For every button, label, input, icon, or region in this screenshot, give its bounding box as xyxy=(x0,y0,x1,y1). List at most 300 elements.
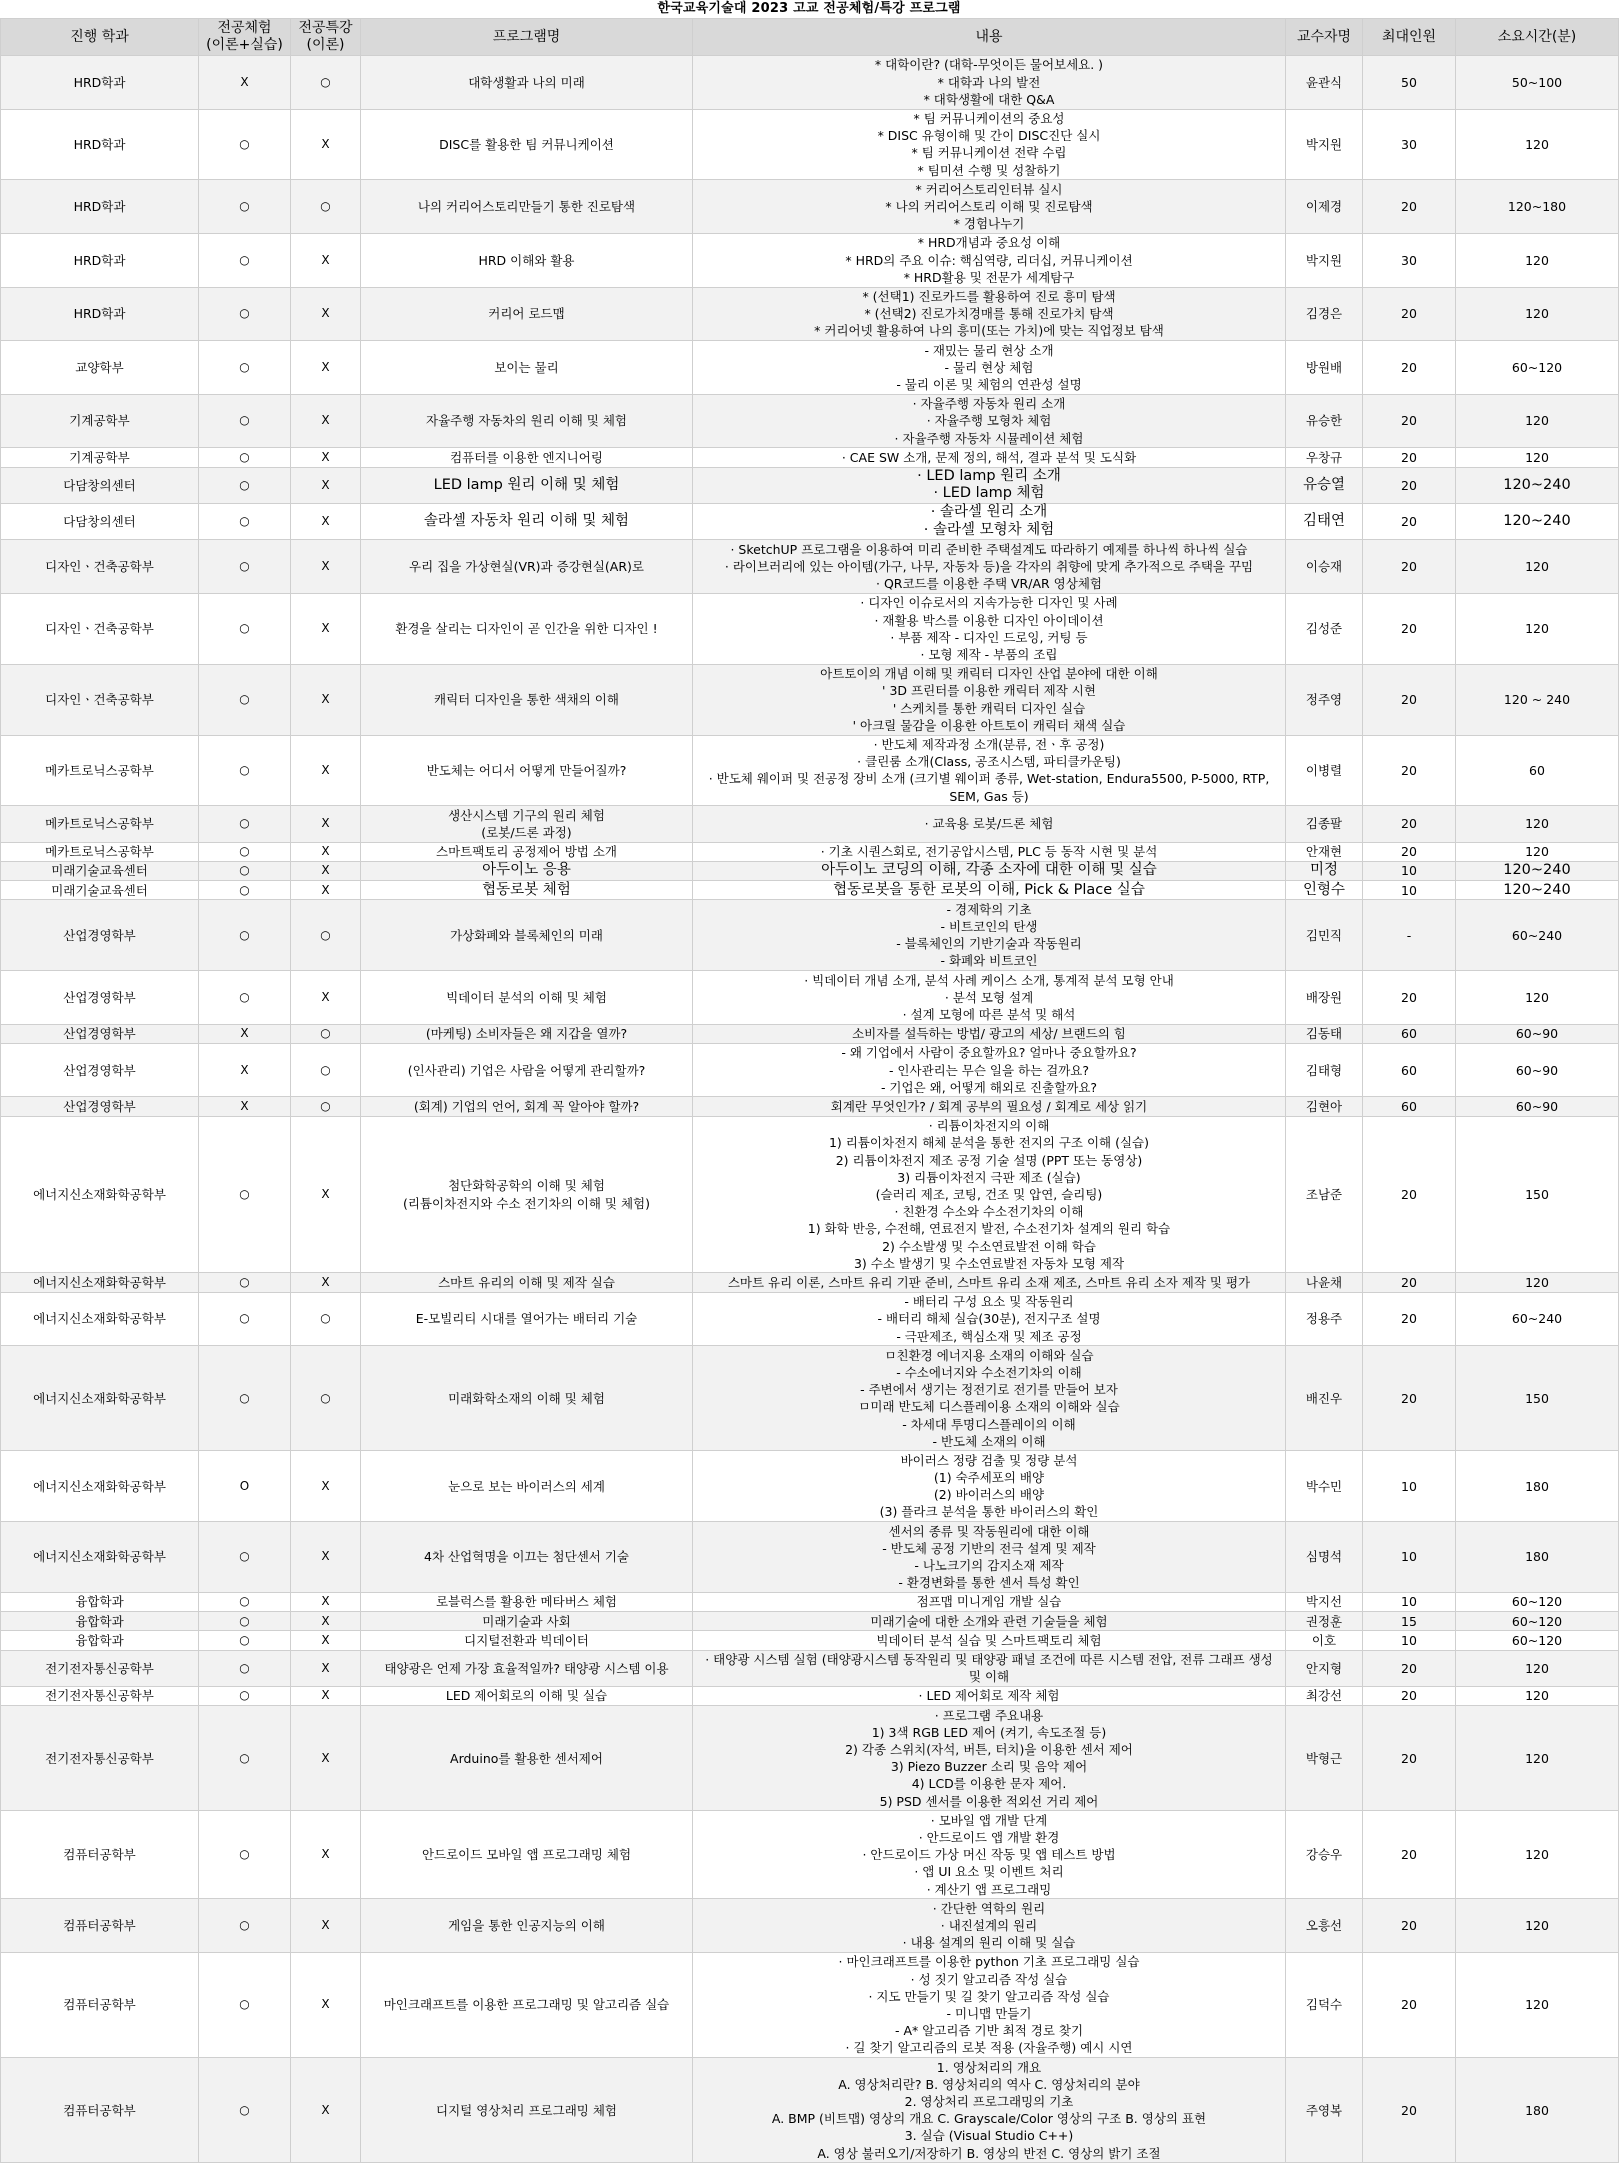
lecture-mark: X xyxy=(291,806,361,842)
experience-mark: ○ xyxy=(199,448,291,467)
program-name-cell: 디지털 영상처리 프로그래밍 체험 xyxy=(361,2058,693,2163)
table-row xyxy=(1,503,1619,539)
col-header-experience: 전공체험 (이론+실습) xyxy=(199,19,291,56)
max-people-cell: 20 xyxy=(1363,540,1456,594)
experience-mark: ○ xyxy=(199,971,291,1025)
col-header-department: 진행 학과 xyxy=(1,19,199,56)
experience-mark: ○ xyxy=(199,861,291,880)
lecture-mark: ○ xyxy=(291,900,361,971)
lecture-mark: X xyxy=(291,1631,361,1650)
experience-mark: ○ xyxy=(199,881,291,900)
duration-cell: 60~120 xyxy=(1456,1612,1619,1631)
program-name-cell: 디지털전환과 빅데이터 xyxy=(361,1631,693,1650)
lecture-mark: X xyxy=(291,1592,361,1611)
professor-cell: 김민직 xyxy=(1286,900,1363,971)
duration-cell: 60~120 xyxy=(1456,1631,1619,1650)
professor-cell: 권정훈 xyxy=(1286,1612,1363,1631)
lecture-mark: ○ xyxy=(291,1024,361,1043)
table-row xyxy=(1,341,1619,395)
duration-cell: 120 xyxy=(1456,1899,1619,1953)
duration-cell: 60~120 xyxy=(1456,1592,1619,1611)
lecture-mark: X xyxy=(291,1706,361,1811)
department-cell: 산업경영학부 xyxy=(1,1043,199,1097)
max-people-cell: 50 xyxy=(1363,56,1456,110)
table-row xyxy=(1,593,1619,664)
content-cell: 소비자를 설득하는 방법/ 광고의 세상/ 브랜드의 힘 xyxy=(693,1024,1286,1043)
department-cell: 에너지신소재화학공학부 xyxy=(1,1292,199,1346)
experience-mark: X xyxy=(199,1024,291,1043)
department-cell: 전기전자통신공학부 xyxy=(1,1706,199,1811)
table-row xyxy=(1,109,1619,180)
table-row xyxy=(1,1592,1619,1611)
table-row xyxy=(1,1097,1619,1116)
max-people-cell: 20 xyxy=(1363,1650,1456,1686)
program-name-cell: 안드로이드 모바일 앱 프로그래밍 체험 xyxy=(361,1811,693,1899)
max-people-cell: 10 xyxy=(1363,861,1456,880)
table-row xyxy=(1,467,1619,503)
program-name-cell: 4차 산업혁명을 이끄는 첨단센서 기술 xyxy=(361,1522,693,1593)
experience-mark: X xyxy=(199,1097,291,1116)
department-cell: 융합학과 xyxy=(1,1631,199,1650)
duration-cell: 120 xyxy=(1456,1686,1619,1705)
program-name-cell: HRD 이해와 활용 xyxy=(361,233,693,287)
lecture-mark: X xyxy=(291,503,361,539)
lecture-mark: X xyxy=(291,735,361,806)
duration-cell: 180 xyxy=(1456,2058,1619,2163)
max-people-cell: 20 xyxy=(1363,806,1456,842)
department-cell: 에너지신소재화학공학부 xyxy=(1,1116,199,1273)
max-people-cell: 10 xyxy=(1363,1522,1456,1593)
table-body xyxy=(1,56,1619,2163)
professor-cell: 김종팔 xyxy=(1286,806,1363,842)
lecture-mark: ○ xyxy=(291,1043,361,1097)
content-cell: · 마인크래프트를 이용한 python 기초 프로그래밍 실습 · 성 짓기 알고리즘 작성 실습 · 지도 만들기 및 길 찾기 알고리즘 작성 실습 - 미니맵 만들기 - A* 알고리즘 기반 최적 경로 찾기 · 길 찾기 알고리즘의 로봇 적용 (자율주행) 예시 시연 xyxy=(693,1952,1286,2057)
department-cell: 에너지신소재화학공학부 xyxy=(1,1273,199,1292)
content-cell: * (선택1) 진로카드를 활용하여 진로 흥미 탐색 * (선택2) 진로가치경매를 통해 진로가치 탐색 * 커리어넷 활용하여 나의 흥미(또는 가치)에 맞는 직업정보 탐색 xyxy=(693,287,1286,341)
table-row xyxy=(1,881,1619,900)
lecture-mark: ○ xyxy=(291,1346,361,1451)
professor-cell: 유승한 xyxy=(1286,394,1363,448)
lecture-mark: X xyxy=(291,971,361,1025)
experience-mark: ○ xyxy=(199,109,291,180)
max-people-cell: 20 xyxy=(1363,503,1456,539)
professor-cell: 주영복 xyxy=(1286,2058,1363,2163)
lecture-mark: X xyxy=(291,1650,361,1686)
department-cell: 메카트로닉스공학부 xyxy=(1,842,199,861)
content-cell: 아두이노 코딩의 이해, 각종 소자에 대한 이해 및 실습 xyxy=(693,861,1286,880)
content-cell: - 재밌는 물리 현상 소개 - 물리 현상 체험 - 물리 이론 및 체험의 연관성 설명 xyxy=(693,341,1286,395)
professor-cell: 이제경 xyxy=(1286,180,1363,234)
department-cell: 에너지신소재화학공학부 xyxy=(1,1522,199,1593)
duration-cell: 60~240 xyxy=(1456,1292,1619,1346)
duration-cell: 120 xyxy=(1456,233,1619,287)
lecture-mark: ○ xyxy=(291,1292,361,1346)
program-name-cell: 태양광은 언제 가장 효율적일까? 태양광 시스템 이용 xyxy=(361,1650,693,1686)
max-people-cell: 60 xyxy=(1363,1043,1456,1097)
experience-mark: ○ xyxy=(199,806,291,842)
department-cell: 컴퓨터공학부 xyxy=(1,1899,199,1953)
professor-cell: 조남준 xyxy=(1286,1116,1363,1273)
table-row xyxy=(1,1811,1619,1899)
content-cell: · 모바일 앱 개발 단계 · 안드로이드 앱 개발 환경 · 안드로이드 가상 머신 작동 및 앱 테스트 방법 · 앱 UI 요소 및 이벤트 처리 · 계산기 앱 프로그래밍 xyxy=(693,1811,1286,1899)
table-row xyxy=(1,233,1619,287)
content-cell: 센서의 종류 및 작동원리에 대한 이해 - 반도체 공정 기반의 전극 설계 및 제작 - 나노크기의 감지소재 제작 - 환경변화를 통한 센서 특성 확인 xyxy=(693,1522,1286,1593)
lecture-mark: X xyxy=(291,287,361,341)
program-name-cell: 로블럭스를 활용한 메타버스 체험 xyxy=(361,1592,693,1611)
lecture-mark: X xyxy=(291,881,361,900)
experience-mark: ○ xyxy=(199,735,291,806)
program-name-cell: 게임을 통한 인공지능의 이해 xyxy=(361,1899,693,1953)
professor-cell: 유승열 xyxy=(1286,467,1363,503)
program-name-cell: 협동로봇 체험 xyxy=(361,881,693,900)
duration-cell: 120 xyxy=(1456,109,1619,180)
professor-cell: 미정 xyxy=(1286,861,1363,880)
department-cell: 컴퓨터공학부 xyxy=(1,1811,199,1899)
lecture-mark: X xyxy=(291,341,361,395)
duration-cell: 60~90 xyxy=(1456,1043,1619,1097)
lecture-mark: X xyxy=(291,467,361,503)
professor-cell: 김성준 xyxy=(1286,593,1363,664)
max-people-cell: 20 xyxy=(1363,1899,1456,1953)
max-people-cell: 15 xyxy=(1363,1612,1456,1631)
max-people-cell: 20 xyxy=(1363,1116,1456,1273)
table-row xyxy=(1,2058,1619,2163)
max-people-cell: 20 xyxy=(1363,971,1456,1025)
professor-cell: 박지선 xyxy=(1286,1592,1363,1611)
department-cell: 디자인ㆍ건축공학부 xyxy=(1,540,199,594)
program-name-cell: 스마트 유리의 이해 및 제작 실습 xyxy=(361,1273,693,1292)
lecture-mark: X xyxy=(291,1273,361,1292)
max-people-cell: 10 xyxy=(1363,1631,1456,1650)
table-row xyxy=(1,842,1619,861)
department-cell: 산업경영학부 xyxy=(1,971,199,1025)
program-name-cell: 캐릭터 디자인을 통한 색채의 이해 xyxy=(361,664,693,735)
lecture-mark: X xyxy=(291,1612,361,1631)
professor-cell: 강승우 xyxy=(1286,1811,1363,1899)
program-name-cell: (마케팅) 소비자들은 왜 지갑을 열까? xyxy=(361,1024,693,1043)
program-name-cell: 아두이노 응용 xyxy=(361,861,693,880)
duration-cell: 120 xyxy=(1456,1952,1619,2057)
duration-cell: 120 xyxy=(1456,287,1619,341)
department-cell: 컴퓨터공학부 xyxy=(1,1952,199,2057)
duration-cell: 180 xyxy=(1456,1522,1619,1593)
duration-cell: 120 xyxy=(1456,448,1619,467)
max-people-cell: 20 xyxy=(1363,341,1456,395)
experience-mark: ○ xyxy=(199,1292,291,1346)
department-cell: 산업경영학부 xyxy=(1,1024,199,1043)
table-row xyxy=(1,1899,1619,1953)
department-cell: HRD학과 xyxy=(1,56,199,110)
content-cell: · SketchUP 프로그램을 이용하여 미리 준비한 주택설계도 따라하기 예제를 하나씩 하나씩 실습 · 라이브러리에 있는 아이템(가구, 나무, 자동차 등)을 각자의 취향에 맞게 추가적으로 주택을 꾸밈 · QR코드를 이용한 주택 VR/AR 영상체험 xyxy=(693,540,1286,594)
table-row xyxy=(1,1650,1619,1686)
lecture-mark: ○ xyxy=(291,1097,361,1116)
experience-mark: ○ xyxy=(199,842,291,861)
department-cell: 미래기술교육센터 xyxy=(1,881,199,900)
table-row xyxy=(1,56,1619,110)
content-cell: ㅁ친환경 에너지용 소재의 이해와 실습 - 수소에너지와 수소전기차의 이해 - 주변에서 생기는 정전기로 전기를 만들어 보자 ㅁ미래 반도체 디스플레이용 소재의 이해와 실습 - 차세대 투명디스플레이의 이해 - 반도체 소재의 이해 xyxy=(693,1346,1286,1451)
department-cell: 산업경영학부 xyxy=(1,900,199,971)
professor-cell: 박지원 xyxy=(1286,109,1363,180)
experience-mark: ○ xyxy=(199,287,291,341)
content-cell: 빅데이터 분석 실습 및 스마트팩토리 체험 xyxy=(693,1631,1286,1650)
max-people-cell: 10 xyxy=(1363,1592,1456,1611)
table-row xyxy=(1,1451,1619,1522)
duration-cell: 60 xyxy=(1456,735,1619,806)
max-people-cell: 20 xyxy=(1363,593,1456,664)
professor-cell: 오흥선 xyxy=(1286,1899,1363,1953)
experience-mark: ○ xyxy=(199,593,291,664)
experience-mark: ○ xyxy=(199,664,291,735)
department-cell: 메카트로닉스공학부 xyxy=(1,735,199,806)
max-people-cell: 20 xyxy=(1363,448,1456,467)
max-people-cell: 20 xyxy=(1363,735,1456,806)
lecture-mark: X xyxy=(291,1899,361,1953)
content-cell: · 반도체 제작과정 소개(분류, 전ㆍ후 공정) · 클린룸 소개(Class, 공조시스템, 파티클카운팅) · 반도체 웨이퍼 및 전공정 장비 소개 (크기별 웨이퍼 종류, Wet-station, Endura5500, P-5000, RTP, SEM, Gas 등) xyxy=(693,735,1286,806)
max-people-cell: 20 xyxy=(1363,664,1456,735)
max-people-cell: - xyxy=(1363,900,1456,971)
professor-cell: 박형근 xyxy=(1286,1706,1363,1811)
department-cell: 다담창의센터 xyxy=(1,467,199,503)
table-row xyxy=(1,861,1619,880)
department-cell: 교양학부 xyxy=(1,341,199,395)
experience-mark: ○ xyxy=(199,1631,291,1650)
duration-cell: 120 ~ 240 xyxy=(1456,664,1619,735)
col-header-program-name: 프로그램명 xyxy=(361,19,693,56)
professor-cell: 박지원 xyxy=(1286,233,1363,287)
document-title: 한국교육기술대 2023 고교 전공체험/특강 프로그램 xyxy=(657,1,961,16)
content-cell: * HRD개념과 중요성 이해 * HRD의 주요 이슈: 핵심역량, 리더십, 커뮤니케이션 * HRD활용 및 전문가 세계탐구 xyxy=(693,233,1286,287)
table-row xyxy=(1,664,1619,735)
professor-cell: 김경은 xyxy=(1286,287,1363,341)
program-name-cell: 미래화학소재의 이해 및 체험 xyxy=(361,1346,693,1451)
table-row xyxy=(1,1706,1619,1811)
duration-cell: 120 xyxy=(1456,806,1619,842)
lecture-mark: X xyxy=(291,664,361,735)
table-row xyxy=(1,806,1619,842)
program-name-cell: 환경을 살리는 디자인이 곧 인간을 위한 디자인 ! xyxy=(361,593,693,664)
professor-cell: 김동태 xyxy=(1286,1024,1363,1043)
content-cell: - 배터리 구성 요소 및 작동원리 - 배터리 해체 실습(30분), 전지구조 설명 - 극판제조, 핵심소재 및 제조 공정 xyxy=(693,1292,1286,1346)
professor-cell: 최강선 xyxy=(1286,1686,1363,1705)
table-row xyxy=(1,1631,1619,1650)
department-cell: 융합학과 xyxy=(1,1612,199,1631)
duration-cell: 120~180 xyxy=(1456,180,1619,234)
program-name-cell: 눈으로 보는 바이러스의 세계 xyxy=(361,1451,693,1522)
col-header-duration: 소요시간(분) xyxy=(1456,19,1619,56)
experience-mark: ○ xyxy=(199,1346,291,1451)
lecture-mark: X xyxy=(291,540,361,594)
program-name-cell: DISC를 활용한 팀 커뮤니케이션 xyxy=(361,109,693,180)
content-cell: 점프맵 미니게임 개발 실습 xyxy=(693,1592,1286,1611)
col-header-content: 내용 xyxy=(693,19,1286,56)
lecture-mark: X xyxy=(291,109,361,180)
experience-mark: ○ xyxy=(199,180,291,234)
content-cell: · 솔라셀 원리 소개 · 솔라셀 모형차 체험 xyxy=(693,503,1286,539)
professor-cell: 정용주 xyxy=(1286,1292,1363,1346)
duration-cell: 120 xyxy=(1456,1811,1619,1899)
program-table xyxy=(0,18,1619,2163)
content-cell: · 기초 시퀀스회로, 전기공압시스템, PLC 등 동작 시현 및 분석 xyxy=(693,842,1286,861)
max-people-cell: 20 xyxy=(1363,1686,1456,1705)
experience-mark: ○ xyxy=(199,1706,291,1811)
lecture-mark: X xyxy=(291,1451,361,1522)
lecture-mark: ○ xyxy=(291,180,361,234)
table-row xyxy=(1,540,1619,594)
experience-mark: ○ xyxy=(199,900,291,971)
department-cell: 전기전자통신공학부 xyxy=(1,1686,199,1705)
professor-cell: 심명석 xyxy=(1286,1522,1363,1593)
experience-mark: ○ xyxy=(199,1952,291,2057)
experience-mark: X xyxy=(199,56,291,110)
program-name-cell: 미래기술과 사회 xyxy=(361,1612,693,1631)
duration-cell: 120 xyxy=(1456,540,1619,594)
department-cell: HRD학과 xyxy=(1,287,199,341)
max-people-cell: 20 xyxy=(1363,180,1456,234)
max-people-cell: 60 xyxy=(1363,1097,1456,1116)
professor-cell: 안지형 xyxy=(1286,1650,1363,1686)
professor-cell: 이호 xyxy=(1286,1631,1363,1650)
max-people-cell: 20 xyxy=(1363,1292,1456,1346)
experience-mark: ○ xyxy=(199,394,291,448)
duration-cell: 120 xyxy=(1456,394,1619,448)
content-cell: · LED lamp 원리 소개 · LED lamp 체험 xyxy=(693,467,1286,503)
department-cell: 컴퓨터공학부 xyxy=(1,2058,199,2163)
table-row xyxy=(1,735,1619,806)
duration-cell: 120 xyxy=(1456,1273,1619,1292)
experience-mark: ○ xyxy=(199,503,291,539)
professor-cell: 김태형 xyxy=(1286,1043,1363,1097)
header-row xyxy=(1,19,1619,56)
department-cell: 에너지신소재화학공학부 xyxy=(1,1346,199,1451)
content-cell: 아트토이의 개념 이해 및 캐릭터 디자인 산업 분야에 대한 이해 ' 3D 프린터를 이용한 캐릭터 제작 시현 ' 스케치를 통한 캐릭터 디자인 실습 ' 아크릴 물감을 이용한 아트토이 캐릭터 채색 실습 xyxy=(693,664,1286,735)
program-name-cell: 우리 집을 가상현실(VR)과 증강현실(AR)로 xyxy=(361,540,693,594)
duration-cell: 120 xyxy=(1456,842,1619,861)
max-people-cell: 20 xyxy=(1363,287,1456,341)
experience-mark: ○ xyxy=(199,1650,291,1686)
max-people-cell: 20 xyxy=(1363,467,1456,503)
professor-cell: 김덕수 xyxy=(1286,1952,1363,2057)
lecture-mark: X xyxy=(291,2058,361,2163)
content-cell: 스마트 유리 이론, 스마트 유리 기판 준비, 스마트 유리 소재 제조, 스마트 유리 소자 제작 및 평가 xyxy=(693,1273,1286,1292)
table-row xyxy=(1,1292,1619,1346)
table-row xyxy=(1,1612,1619,1631)
department-cell: 융합학과 xyxy=(1,1592,199,1611)
content-cell: · CAE SW 소개, 문제 정의, 해석, 결과 분석 및 도식화 xyxy=(693,448,1286,467)
program-name-cell: LED 제어회로의 이해 및 실습 xyxy=(361,1686,693,1705)
max-people-cell: 10 xyxy=(1363,881,1456,900)
professor-cell: 방원배 xyxy=(1286,341,1363,395)
table-row xyxy=(1,394,1619,448)
program-name-cell: 컴퓨터를 이용한 엔지니어링 xyxy=(361,448,693,467)
max-people-cell: 30 xyxy=(1363,109,1456,180)
department-cell: HRD학과 xyxy=(1,180,199,234)
content-cell: * 커리어스토리인터뷰 실시 * 나의 커리어스토리 이해 및 진로탐색 * 경험나누기 xyxy=(693,180,1286,234)
program-name-cell: 빅데이터 분석의 이해 및 체험 xyxy=(361,971,693,1025)
department-cell: HRD학과 xyxy=(1,233,199,287)
duration-cell: 60~120 xyxy=(1456,341,1619,395)
table-row xyxy=(1,1686,1619,1705)
table-row xyxy=(1,1116,1619,1273)
table-row xyxy=(1,448,1619,467)
lecture-mark: X xyxy=(291,233,361,287)
program-name-cell: 커리어 로드맵 xyxy=(361,287,693,341)
duration-cell: 150 xyxy=(1456,1116,1619,1273)
professor-cell: 정주영 xyxy=(1286,664,1363,735)
col-header-max-people: 최대인원 xyxy=(1363,19,1456,56)
program-name-cell: 스마트팩토리 공정제어 방법 소개 xyxy=(361,842,693,861)
content-cell: - 경제학의 기초 - 비트코인의 탄생 - 블록체인의 기반기술과 작동원리 - 화폐와 비트코인 xyxy=(693,900,1286,971)
col-header-professor: 교수자명 xyxy=(1286,19,1363,56)
program-name-cell: 나의 커리어스토리만들기 통한 진로탐색 xyxy=(361,180,693,234)
table-row xyxy=(1,1522,1619,1593)
content-cell: 1. 영상처리의 개요 A. 영상처리란? B. 영상처리의 역사 C. 영상처리의 분야 2. 영상처리 프로그래밍의 기초 A. BMP (비트맵) 영상의 개요 C. Grayscale/Color 영상의 구조 B. 영상의 표현 3. 실습 (Visual Studio C++) A. 영상 불러오기/저장하기 B. 영상의 반전 C. 영상의 밝기 조절 xyxy=(693,2058,1286,2163)
max-people-cell: 20 xyxy=(1363,1952,1456,2057)
department-cell: 산업경영학부 xyxy=(1,1097,199,1116)
content-cell: 회계란 무엇인가? / 회계 공부의 필요성 / 회계로 세상 읽기 xyxy=(693,1097,1286,1116)
professor-cell: 김현아 xyxy=(1286,1097,1363,1116)
col-header-lecture: 전공특강 (이론) xyxy=(291,19,361,56)
program-name-cell: (인사관리) 기업은 사람을 어떻게 관리할까? xyxy=(361,1043,693,1097)
lecture-mark: X xyxy=(291,448,361,467)
department-cell: 미래기술교육센터 xyxy=(1,861,199,880)
department-cell: 메카트로닉스공학부 xyxy=(1,806,199,842)
department-cell: 기계공학부 xyxy=(1,394,199,448)
professor-cell: 우창규 xyxy=(1286,448,1363,467)
program-name-cell: LED lamp 원리 이해 및 체험 xyxy=(361,467,693,503)
experience-mark: ○ xyxy=(199,1273,291,1292)
table-row xyxy=(1,971,1619,1025)
department-cell: 다담창의센터 xyxy=(1,503,199,539)
content-cell: · 리튬이차전지의 이해 1) 리튬이차전지 해체 분석을 통한 전지의 구조 이해 (실습) 2) 리튬이차전지 제조 공정 기술 설명 (PPT 또는 동영상) 3) 리튬이차전지 극판 제조 (실습) (슬러리 제조, 코팅, 건조 및 압연, 슬리팅) · 친환경 수소와 수소전기차의 이해 1) 화학 반응, 수전해, 연료전지 발전, 수소전기차 설계의 원리 학습 2) 수소발생 및 수소연료발전 이해 학습 3) 수소 발생기 및 수소연료발전 자동차 모형 제작 xyxy=(693,1116,1286,1273)
table-row xyxy=(1,180,1619,234)
program-name-cell: (회계) 기업의 언어, 회계 꼭 알아야 할까? xyxy=(361,1097,693,1116)
program-name-cell: 첨단화학공학의 이해 및 체험 (리튬이차전지와 수소 전기차의 이해 및 체험) xyxy=(361,1116,693,1273)
department-cell: 기계공학부 xyxy=(1,448,199,467)
max-people-cell: 20 xyxy=(1363,1811,1456,1899)
content-cell: · 자율주행 자동차 원리 소개 · 자율주행 모형차 체험 · 자율주행 자동차 시뮬레이션 체험 xyxy=(693,394,1286,448)
lecture-mark: X xyxy=(291,593,361,664)
max-people-cell: 20 xyxy=(1363,1706,1456,1811)
experience-mark: ○ xyxy=(199,540,291,594)
duration-cell: 60~90 xyxy=(1456,1097,1619,1116)
experience-mark: X xyxy=(199,1043,291,1097)
duration-cell: 120 xyxy=(1456,971,1619,1025)
table-row xyxy=(1,1346,1619,1451)
table-row xyxy=(1,1024,1619,1043)
department-cell: 디자인ㆍ건축공학부 xyxy=(1,593,199,664)
content-cell: · 간단한 역학의 원리 · 내진설계의 원리 · 내용 설계의 원리 이해 및 실습 xyxy=(693,1899,1286,1953)
duration-cell: 60~90 xyxy=(1456,1024,1619,1043)
max-people-cell: 20 xyxy=(1363,842,1456,861)
experience-mark: ○ xyxy=(199,1116,291,1273)
experience-mark: ○ xyxy=(199,467,291,503)
professor-cell: 김태연 xyxy=(1286,503,1363,539)
max-people-cell: 20 xyxy=(1363,2058,1456,2163)
program-name-cell: E-모빌리티 시대를 열어가는 배터리 기술 xyxy=(361,1292,693,1346)
experience-mark: ○ xyxy=(199,1811,291,1899)
table-row xyxy=(1,1043,1619,1097)
experience-mark: O xyxy=(199,1451,291,1522)
duration-cell: 120 xyxy=(1456,1650,1619,1686)
program-name-cell: 마인크래프트를 이용한 프로그래밍 및 알고리즘 실습 xyxy=(361,1952,693,2057)
professor-cell: 안재현 xyxy=(1286,842,1363,861)
content-cell: - 왜 기업에서 사람이 중요할까요? 얼마나 중요할까요? - 인사관리는 무슨 일을 하는 걸까요? - 기업은 왜, 어떻게 해외로 진출할까요? xyxy=(693,1043,1286,1097)
content-cell: * 대학이란? (대학-무엇이든 물어보세요. ) * 대학과 나의 발전 * 대학생활에 대한 Q&A xyxy=(693,56,1286,110)
professor-cell: 박수민 xyxy=(1286,1451,1363,1522)
lecture-mark: X xyxy=(291,1522,361,1593)
content-cell: 협동로봇을 통한 로봇의 이해, Pick & Place 실습 xyxy=(693,881,1286,900)
duration-cell: 120~240 xyxy=(1456,503,1619,539)
